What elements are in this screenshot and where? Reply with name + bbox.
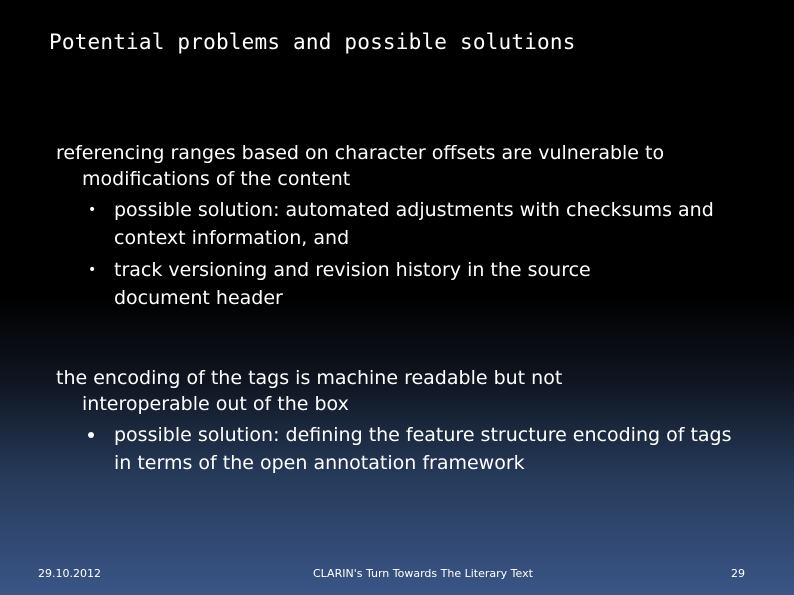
bullet-icon: •	[88, 262, 97, 278]
slide-title: Potential problems and possible solutions	[49, 30, 576, 54]
solution-item	[56, 256, 634, 312]
solution-item	[56, 421, 746, 477]
problem-text-1-part: referencing ranges based on character offsets are vulnerable to modifications of the content	[56, 142, 665, 190]
problem-text-2	[56, 365, 756, 417]
solution-text: track versioning and revision history in the source document header	[114, 259, 591, 309]
problem-block-2	[56, 365, 756, 477]
footer-date: 29.10.2012	[38, 567, 101, 580]
solution-text: possible solution: defining the feature structure encoding of tags in terms of the open annotation framework	[114, 424, 732, 474]
footer-title: CLARIN's Turn Towards The Literary Text	[313, 567, 533, 580]
problem-block-1	[56, 140, 756, 312]
solution-item	[56, 196, 756, 252]
problem-text-1	[56, 140, 756, 192]
problem-text-2-part: the encoding of the tags is machine readable but not interoperable out of the box	[56, 367, 563, 415]
page-number: 29	[731, 567, 745, 580]
bullet-icon: •	[88, 202, 97, 218]
dot-bullet-icon	[88, 432, 94, 438]
solution-text: possible solution: automated adjustments with checksums and context information, and	[114, 199, 714, 249]
